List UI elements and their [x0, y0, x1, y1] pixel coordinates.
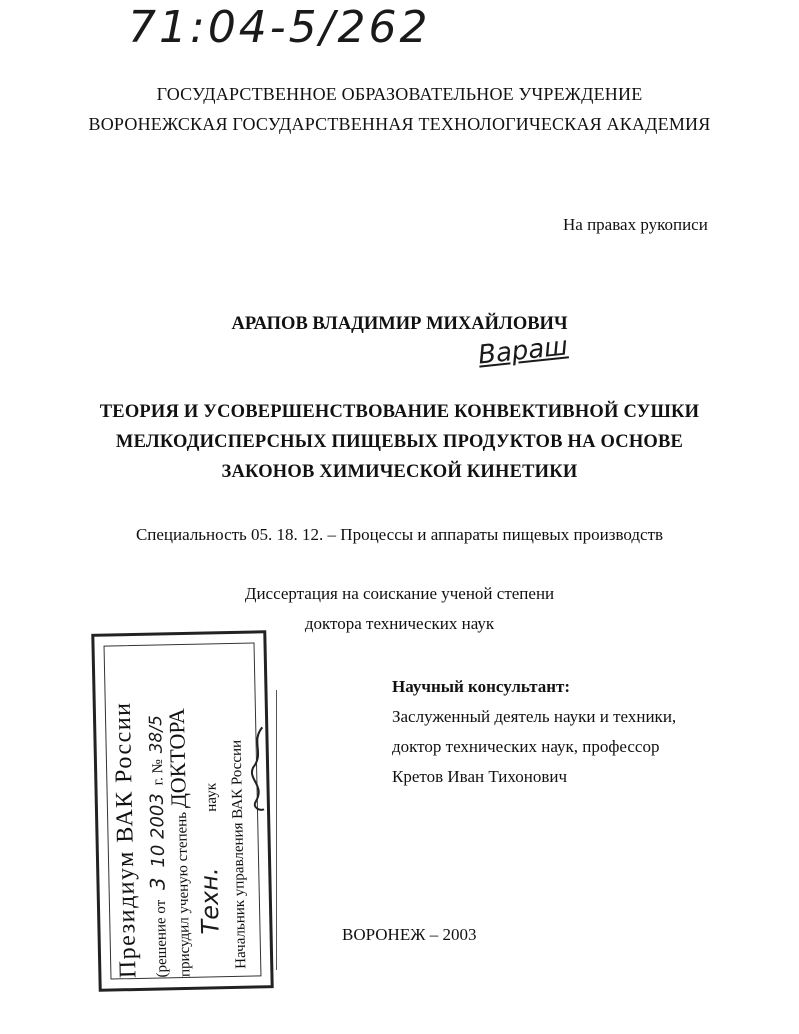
stamp-decision-prefix: (решение от [152, 899, 171, 978]
stamp-decision-suffix: г. № [149, 758, 167, 786]
archive-code: 71:04-5/262 [128, 2, 431, 53]
stamp-line-4 [193, 783, 224, 935]
stamp-official-signature [244, 723, 270, 813]
consultant-line-2: доктор технических наук, профессор [392, 737, 660, 756]
author-name: АРАПОВ ВЛАДИМИР МИХАЙЛОВИЧ [231, 314, 568, 334]
title-line-1: ТЕОРИЯ И УСОВЕРШЕНСТВОВАНИЕ КОНВЕКТИВНОЙ СУШКИ [99, 402, 700, 422]
institution-line-1: ГОСУДАРСТВЕННОЕ ОБРАЗОВАТЕЛЬНОЕ УЧРЕЖДЕНИЕ [156, 84, 643, 104]
stamp-line-1-text: Президиум ВАК России [109, 701, 142, 979]
stamp-decision-month: 10 2003 [146, 792, 170, 868]
author-signature: Вараш [476, 331, 570, 371]
stamp-field-suffix: наук [203, 782, 221, 812]
stamp-degree-prefix: присудил ученую степень [174, 811, 194, 978]
manuscript-rights: На правах рукописи [563, 215, 708, 234]
specialty: Специальность 05. 18. 12. – Процессы и аппараты пищевых производств [135, 525, 664, 544]
stamp-decision-number: 38/5 [145, 714, 167, 754]
stamp-decision-day: 3 [145, 877, 170, 891]
stamp-line-1 [110, 701, 143, 978]
stamp-field-handwritten: Техн. [195, 867, 225, 935]
consultant-heading: Научный консультант: [392, 677, 571, 696]
dissertation-line-2: доктора технических наук [304, 614, 495, 633]
consultant-line-1: Заслуженный деятель науки и техники, [392, 707, 677, 726]
vak-stamp [91, 630, 273, 992]
stamp-degree: ДОКТОРА [163, 708, 191, 809]
title-line-3: ЗАКОНОВ ХИМИЧЕСКОЙ КИНЕТИКИ [221, 462, 578, 482]
stamp-side-rule [276, 690, 277, 970]
stamp-official-title: Начальник управления ВАК России [228, 739, 250, 969]
title-line-2: МЕЛКОДИСПЕРСНЫХ ПИЩЕВЫХ ПРОДУКТОВ НА ОСНОВЕ [115, 432, 684, 452]
institution-line-2: ВОРОНЕЖСКАЯ ГОСУДАРСТВЕННАЯ ТЕХНОЛОГИЧЕСКАЯ АКАДЕМИЯ [88, 114, 711, 134]
dissertation-line-1: Диссертация на соискание ученой степени [244, 584, 555, 603]
consultant-line-3: Кретов Иван Тихонович [392, 767, 568, 786]
city-year: ВОРОНЕЖ – 2003 [342, 925, 477, 944]
